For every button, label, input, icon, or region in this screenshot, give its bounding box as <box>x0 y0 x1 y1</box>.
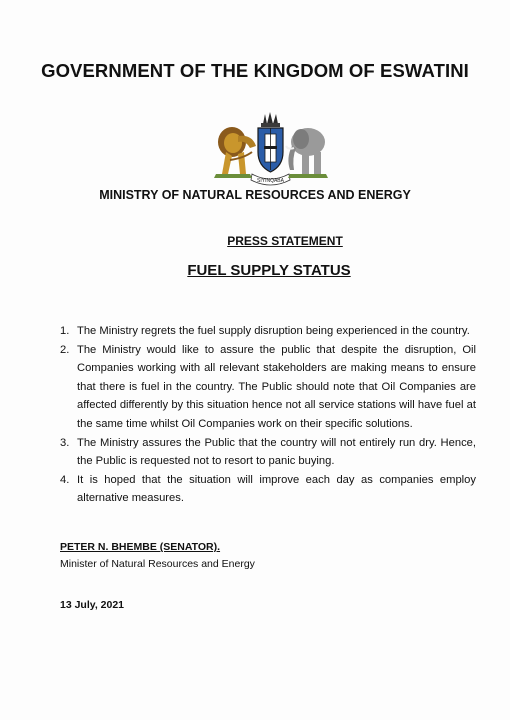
statement-items <box>60 322 476 508</box>
feathers-icon <box>261 112 280 127</box>
item-number: 3. <box>60 436 70 449</box>
item-number: 1. <box>60 325 70 337</box>
signatory-name: PETER N. BHEMBE (SENATOR). <box>60 541 221 553</box>
signatory-title: Minister of Natural Resources and Energy <box>60 558 255 570</box>
statement-subject: FUEL SUPPLY STATUS <box>187 262 351 279</box>
statement-item <box>60 341 476 434</box>
elephant-icon <box>286 128 325 174</box>
statement-item <box>60 322 476 341</box>
item-number: 2. <box>60 343 70 356</box>
statement-date: 13 July, 2021 <box>60 599 125 611</box>
ministry-name: MINISTRY OF NATURAL RESOURCES AND ENERGY <box>99 188 411 202</box>
lion-icon <box>218 127 256 174</box>
emblem-motto: SIYINQABA <box>257 178 284 184</box>
shield-icon <box>258 128 283 172</box>
item-text: The Ministry would like to assure the public that despite the disruption, Oil Companies working with all relevant stakeholders are making means to ensure that there is fuel in the country. The Public should note that Oil Companies are affected differently by this situation hence not all service stations will have fuel at the same time whilst Oil Companies work on their specific solutions. <box>77 343 476 430</box>
item-text: The Ministry assures the Public that the country will not entirely run dry. Hence, the Public is requested not to resort to panic buying. <box>77 436 476 468</box>
coat-of-arms-icon <box>208 112 332 188</box>
statement-item <box>60 471 476 508</box>
press-statement-heading: PRESS STATEMENT <box>227 234 343 248</box>
government-title: GOVERNMENT OF THE KINGDOM OF ESWATINI <box>41 60 469 81</box>
item-text: It is hoped that the situation will improve each day as companies employ alternative measures. <box>77 473 476 505</box>
statement-item <box>60 434 476 471</box>
item-text: The Ministry regrets the fuel supply disruption being experienced in the country. <box>77 325 470 337</box>
item-number: 4. <box>60 473 70 486</box>
